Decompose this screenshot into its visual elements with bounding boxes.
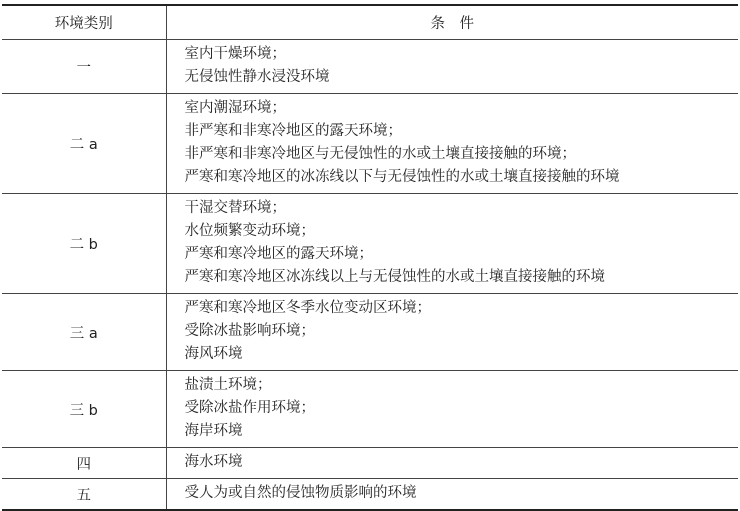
- condition-line: 干湿交替环境；: [184, 200, 286, 216]
- condition-line: 受人为或自然的侵蚀物质影响的环境: [184, 485, 417, 501]
- condition-line: 非严寒和非寒冷地区的露天环境；: [184, 123, 402, 139]
- condition-line: 水位频繁变动环境；: [184, 223, 315, 239]
- table-row: [2, 371, 738, 448]
- category-cell: 三 b: [2, 371, 166, 448]
- table-row: [2, 40, 738, 94]
- category-cell: 三 a: [2, 294, 166, 371]
- table-row: [2, 448, 738, 479]
- condition-cell: [166, 448, 738, 479]
- condition-line: 严寒和寒冷地区的冰冻线以下与无侵蚀性的水或土壤直接接触的环境: [184, 169, 620, 185]
- table-row: [2, 94, 738, 194]
- condition-line: 严寒和寒冷地区冰冻线以上与无侵蚀性的水或土壤直接接触的环境: [184, 269, 605, 285]
- table-row: [2, 194, 738, 294]
- table-row: [2, 479, 738, 511]
- condition-line: 海水环境: [184, 454, 243, 470]
- header-condition: 条 件: [166, 5, 738, 40]
- category-cell: 二 b: [2, 194, 166, 294]
- category-cell: 五: [2, 479, 166, 511]
- condition-cell: [166, 371, 738, 448]
- condition-line: 无侵蚀性静水浸没环境: [184, 69, 330, 85]
- condition-cell: [166, 94, 738, 194]
- condition-cell: [166, 40, 738, 94]
- condition-line: 盐渍土环境；: [184, 377, 272, 393]
- condition-line: 室内干燥环境；: [184, 46, 286, 62]
- condition-cell: [166, 194, 738, 294]
- environment-category-table: [2, 4, 738, 511]
- condition-line: 受除冰盐作用环境；: [184, 400, 315, 416]
- condition-line: 严寒和寒冷地区的露天环境；: [184, 246, 373, 262]
- condition-line: 严寒和寒冷地区冬季水位变动区环境；: [184, 300, 431, 316]
- category-cell: 二 a: [2, 94, 166, 194]
- condition-line: 室内潮湿环境；: [184, 100, 286, 116]
- condition-line: 海岸环境: [184, 423, 243, 439]
- category-cell: 一: [2, 40, 166, 94]
- environment-category-table-container: [0, 4, 740, 511]
- condition-cell: [166, 479, 738, 511]
- header-category: 环境类别: [2, 5, 166, 40]
- table-header-row: [2, 5, 738, 40]
- condition-cell: [166, 294, 738, 371]
- table-row: [2, 294, 738, 371]
- condition-line: 受除冰盐影响环境；: [184, 323, 315, 339]
- condition-line: 非严寒和非寒冷地区与无侵蚀性的水或土壤直接接触的环境；: [184, 146, 576, 162]
- category-cell: 四: [2, 448, 166, 479]
- condition-line: 海风环境: [184, 346, 243, 362]
